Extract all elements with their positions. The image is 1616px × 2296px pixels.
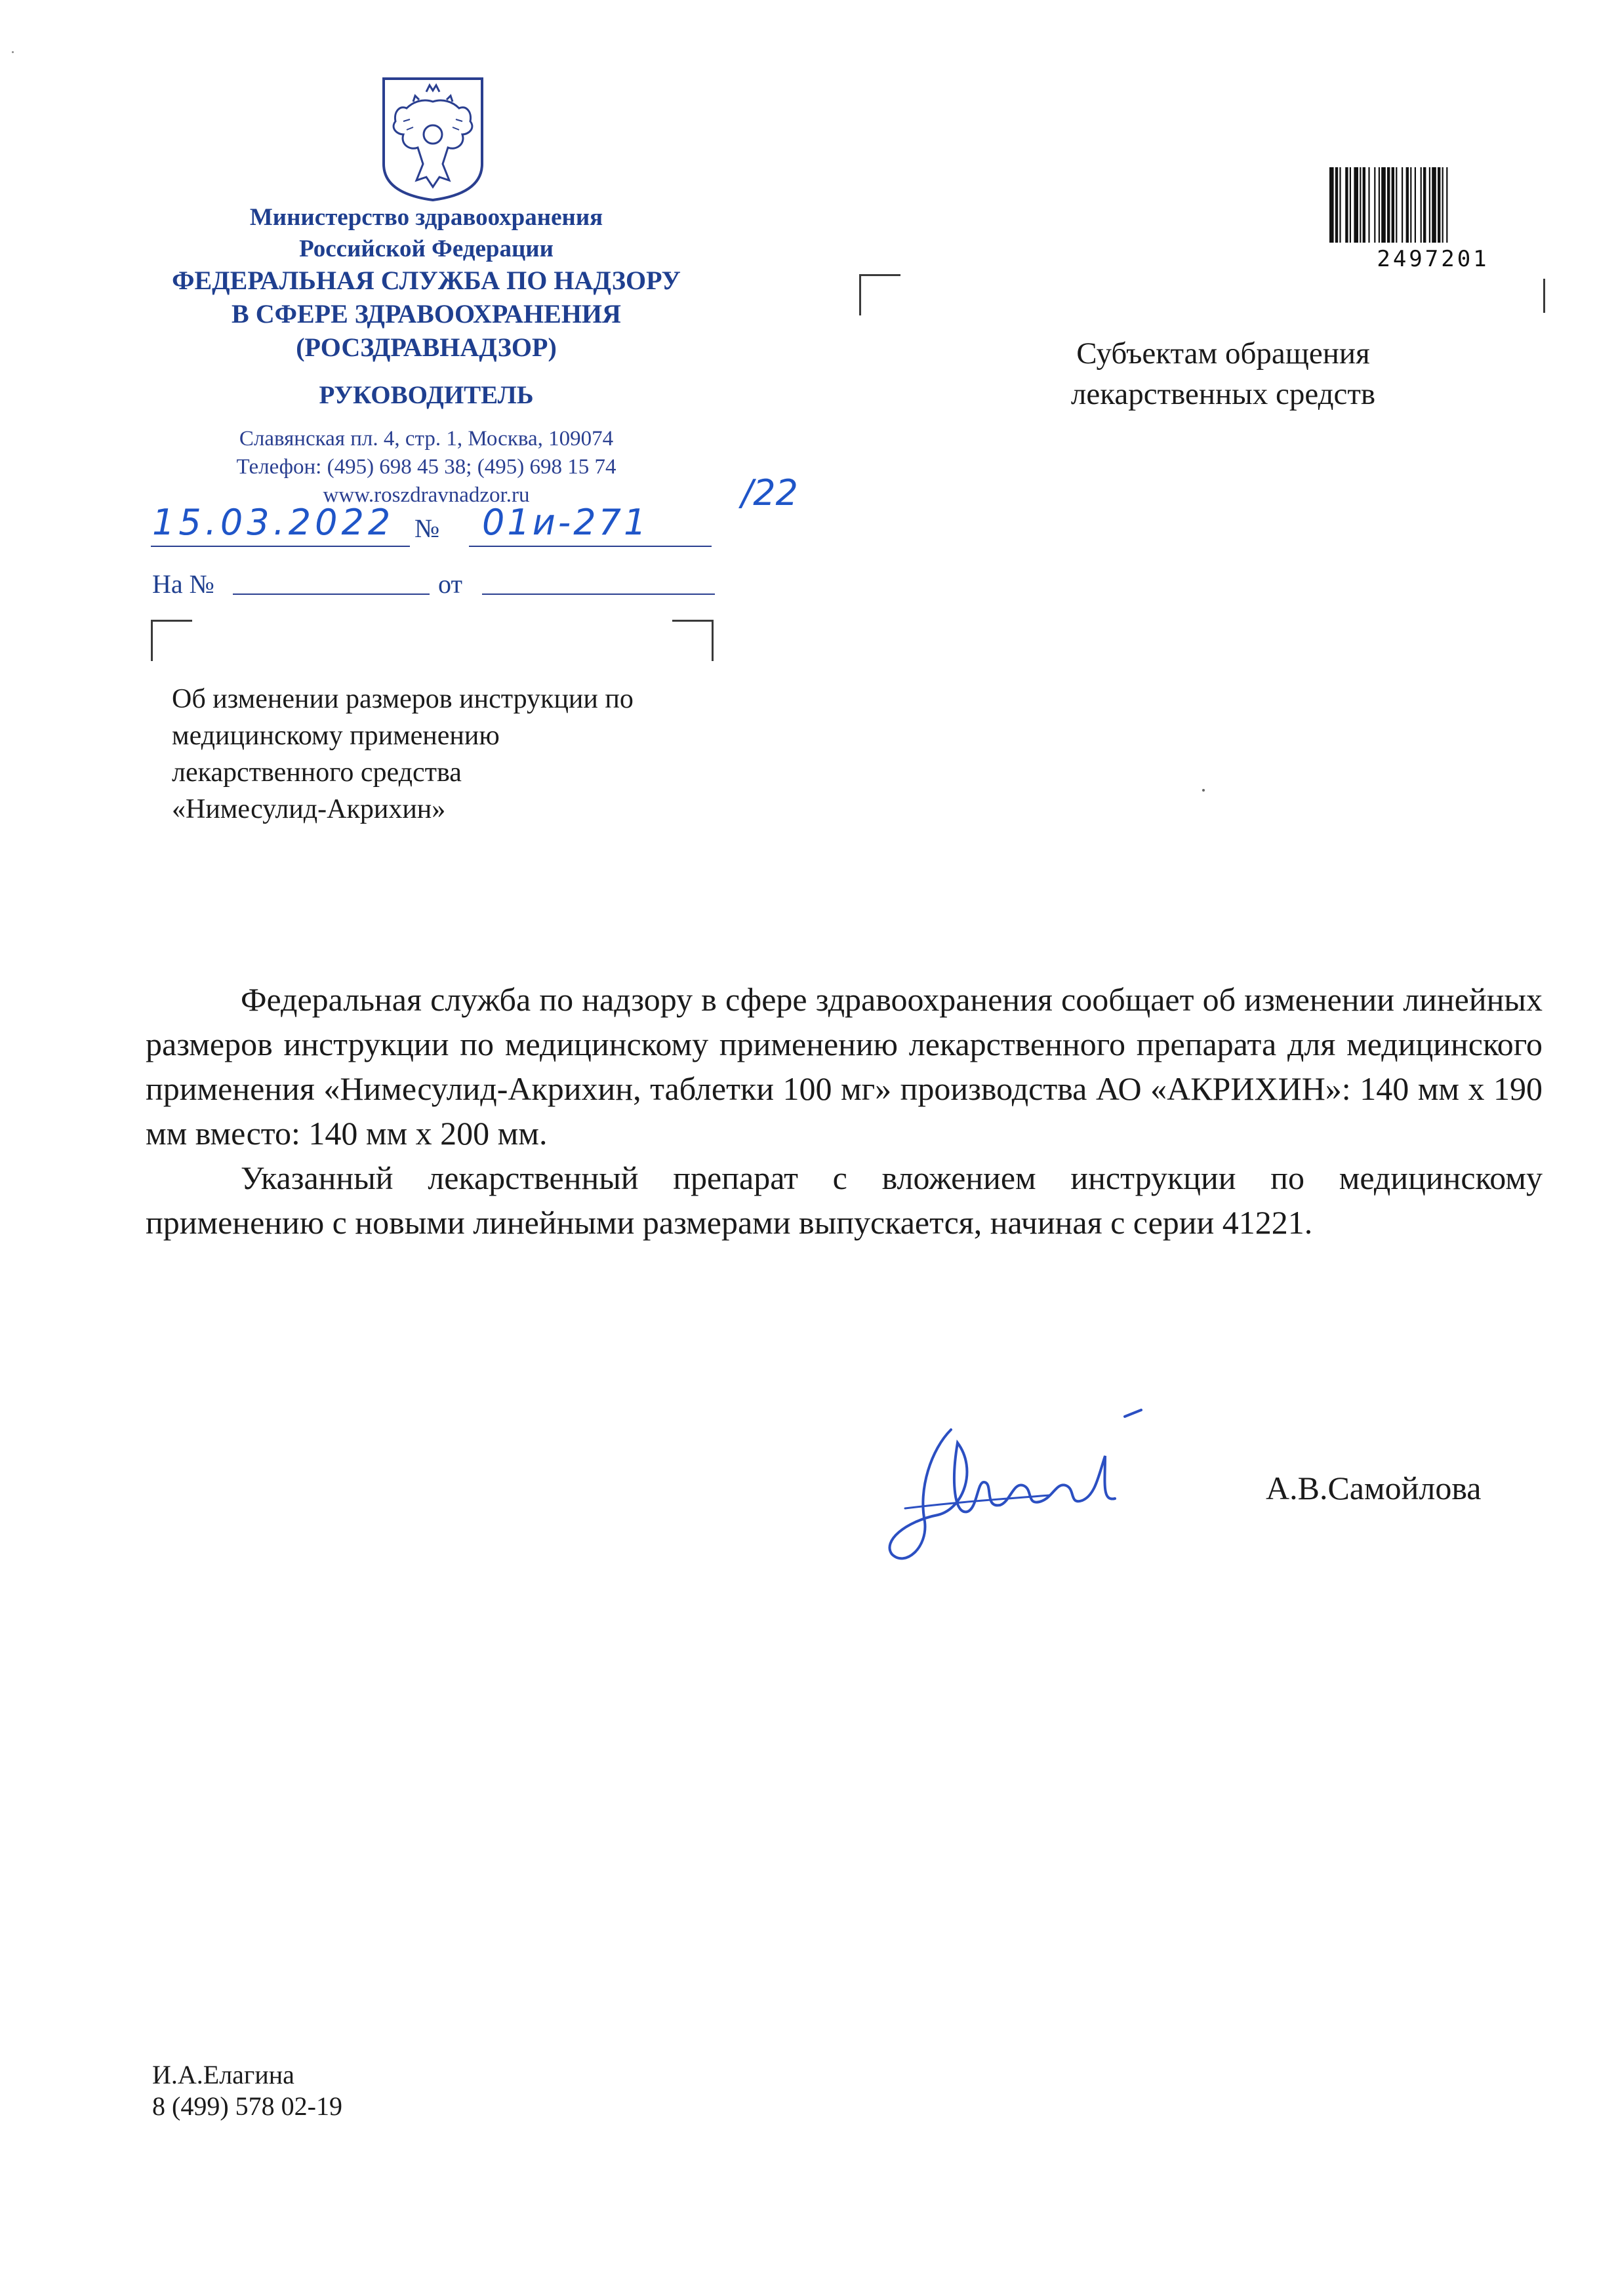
from-label: от: [438, 569, 462, 599]
subject-line: лекарственного средства: [172, 757, 462, 788]
ministry-name: [197, 202, 656, 265]
address-block: [184, 425, 669, 510]
barcode-bar: [1438, 167, 1440, 243]
barcode-bar: [1402, 167, 1403, 243]
barcode-bar: [1374, 167, 1375, 243]
scan-speck: [1202, 789, 1205, 792]
executor-name: И.А.Елагина: [152, 2060, 294, 2089]
barcode: [1328, 167, 1538, 243]
subject-bracket-left: [151, 620, 192, 661]
subject-line: Об изменении размеров инструкции по: [172, 684, 634, 714]
position-title: РУКОВОДИТЕЛЬ: [319, 381, 534, 409]
number-underline: [469, 546, 712, 547]
subject-line: медицинскому применению: [172, 721, 500, 751]
signer-name: А.В.Самойлова: [1266, 1470, 1482, 1506]
phone: Телефон: (495) 698 45 38; (495) 698 15 74: [236, 455, 616, 479]
letter-subject: [172, 681, 762, 828]
registration-number-suffix: /22: [741, 472, 798, 514]
subject-bracket-right: [672, 620, 714, 661]
barcode-bar: [1381, 167, 1386, 243]
website: www.roszdravnadzor.ru: [323, 483, 530, 507]
address-bracket-right: [1543, 279, 1545, 313]
body-paragraph: Указанный лекарственный препарат с вложением инструкции по медицинскому применению с новыми линейными размерами выпускается, начиная с серии 41221.: [146, 1159, 1543, 1241]
barcode-bar: [1392, 167, 1394, 243]
barcode-bar: [1415, 167, 1416, 243]
barcode-bar: [1345, 167, 1348, 243]
service-name: [131, 264, 721, 364]
barcode-bar: [1335, 167, 1338, 243]
service-line: В СФЕРЕ ЗДРАВООХРАНЕНИЯ: [232, 299, 621, 329]
barcode-bar: [1387, 167, 1390, 243]
registration-date: 15.03.2022: [152, 502, 395, 543]
reply-to-label: На №: [152, 569, 214, 599]
date-underline: [151, 546, 410, 547]
barcode-bar: [1368, 167, 1369, 243]
executor-phone: 8 (499) 578 02-19: [152, 2091, 342, 2121]
barcode-bar: [1360, 167, 1361, 243]
barcode-bar: [1406, 167, 1409, 243]
reply-number-line: [233, 594, 430, 595]
addressee-line: лекарственных средств: [1070, 377, 1376, 411]
barcode-bar: [1354, 167, 1358, 243]
executor-block: [152, 2059, 342, 2122]
barcode-bar: [1442, 167, 1444, 243]
body-paragraph: Федеральная служба по надзору в сфере здравоохранения сообщает об изменении линейных размеров инструкции по медицинскому применению лекарственного препарата для медицинского применения «Нимесулид-Акрихин, таблетки 100 мг» производства АО «АКРИХИН»: 140 мм х 190 мм вместо: 140 мм х 200 мм.: [146, 981, 1543, 1152]
barcode-bar: [1410, 167, 1411, 243]
subject-line: «Нимесулид-Акрихин»: [172, 794, 446, 824]
service-line: (РОСЗДРАВНАДЗОР): [296, 332, 557, 362]
barcode-bar: [1339, 167, 1341, 243]
barcode-bar: [1396, 167, 1397, 243]
reply-date-line: [482, 594, 715, 595]
barcode-bar: [1446, 167, 1447, 243]
address: Славянская пл. 4, стр. 1, Москва, 109074: [239, 427, 614, 451]
addressee: [994, 333, 1453, 414]
letter-body: [146, 977, 1543, 1245]
handwritten-signature: [879, 1390, 1285, 1587]
barcode-bar: [1429, 167, 1430, 243]
barcode-number: 2497201: [1377, 246, 1489, 272]
barcode-bar: [1363, 167, 1365, 243]
number-label: №: [414, 514, 440, 543]
barcode-bar: [1421, 167, 1422, 243]
address-bracket-left: [859, 274, 900, 315]
registration-number: 01и-271: [482, 502, 649, 543]
ministry-line: Российской Федерации: [299, 235, 554, 262]
service-line: ФЕДЕРАЛЬНАЯ СЛУЖБА ПО НАДЗОРУ: [172, 266, 681, 295]
barcode-bar: [1379, 167, 1380, 243]
addressee-line: Субъектам обращения: [1076, 336, 1370, 371]
ministry-line: Министерство здравоохранения: [249, 204, 603, 231]
double-headed-eagle-icon: [377, 72, 489, 203]
barcode-bar: [1329, 167, 1334, 243]
scan-speck: [12, 51, 14, 53]
barcode-bar: [1423, 167, 1426, 243]
barcode-bar: [1350, 167, 1351, 243]
barcode-bar: [1432, 167, 1436, 243]
